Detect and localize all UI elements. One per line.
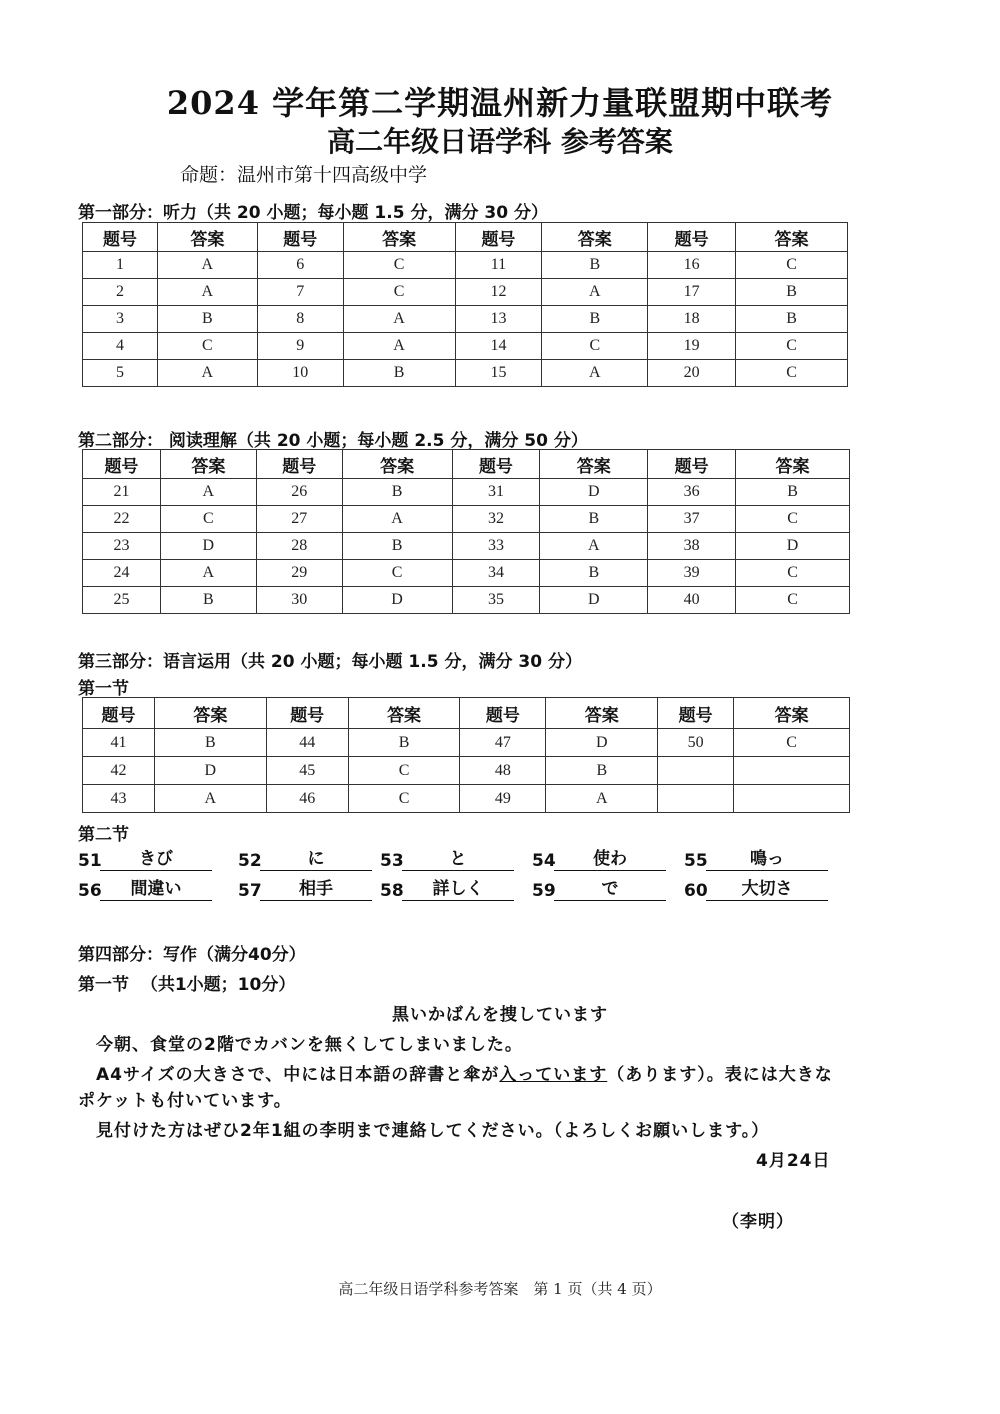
essay-line-2-start: A4サイズの大きさで、中には日本語の辞書と傘が	[96, 1065, 500, 1085]
answer-cell: A	[160, 479, 256, 506]
question-number-cell: 12	[455, 279, 542, 306]
answer-cell: C	[348, 785, 460, 813]
question-number-cell: 20	[648, 360, 736, 387]
column-header-answer: 答案	[343, 223, 455, 252]
essay-title: 黒いかばんを捜しています	[392, 1005, 608, 1025]
question-number-cell: 27	[256, 506, 342, 533]
column-header-question: 题号	[455, 223, 542, 252]
answer-cell: D	[160, 533, 256, 560]
column-header-question: 题号	[658, 698, 734, 729]
question-number-cell: 48	[460, 757, 546, 785]
essay-line-3: ポケットも付いています。	[78, 1091, 292, 1111]
column-header-question: 题号	[83, 223, 158, 252]
question-number-cell: 40	[648, 587, 736, 614]
question-number-cell: 49	[460, 785, 546, 813]
document-subtitle: 高二年级日语学科 参考答案	[327, 125, 673, 158]
question-number-cell: 41	[83, 729, 155, 757]
column-header-answer: 答案	[546, 698, 658, 729]
answer-cell: B	[343, 360, 455, 387]
question-number-cell: 11	[455, 252, 542, 279]
column-header-answer: 答案	[540, 450, 648, 479]
question-number-cell: 36	[648, 479, 736, 506]
part4-heading: 第四部分：写作（满分40分）	[78, 945, 306, 965]
answer-cell: C	[736, 333, 848, 360]
answer-cell: A	[342, 506, 452, 533]
question-number-cell: 38	[648, 533, 736, 560]
question-number-cell: 6	[257, 252, 343, 279]
essay-underlined-phrase: 入っています	[499, 1065, 608, 1085]
question-number-cell: 13	[455, 306, 542, 333]
column-header-question: 题号	[648, 450, 736, 479]
fill-question-number: 59	[532, 881, 556, 901]
table-row	[83, 479, 850, 506]
question-number-cell: 30	[256, 587, 342, 614]
answer-cell: D	[154, 757, 266, 785]
question-number-cell: 37	[648, 506, 736, 533]
answer-cell: B	[342, 533, 452, 560]
fill-question-number: 57	[238, 881, 262, 901]
answer-cell: C	[736, 560, 850, 587]
answer-cell: D	[736, 533, 850, 560]
question-number-cell: 22	[83, 506, 161, 533]
question-number-cell: 45	[266, 757, 348, 785]
answer-cell: C	[343, 279, 455, 306]
document-title: 2024 学年第二学期温州新力量联盟期中联考	[166, 84, 834, 122]
answer-cell: A	[157, 360, 257, 387]
fill-answer-item	[78, 878, 212, 901]
question-number-cell: 43	[83, 785, 155, 813]
question-number-cell: 2	[83, 279, 158, 306]
table-row	[83, 333, 848, 360]
answer-cell: D	[540, 479, 648, 506]
fill-question-number: 54	[532, 851, 556, 871]
question-number-cell: 19	[648, 333, 736, 360]
table-row	[83, 729, 850, 757]
question-number-cell: 25	[83, 587, 161, 614]
answer-cell: B	[348, 729, 460, 757]
question-number-cell: 18	[648, 306, 736, 333]
question-number-cell: 26	[256, 479, 342, 506]
column-header-answer: 答案	[157, 223, 257, 252]
table-row	[83, 533, 850, 560]
answer-cell: A	[540, 533, 648, 560]
question-number-cell: 9	[257, 333, 343, 360]
question-number-cell: 10	[257, 360, 343, 387]
fill-question-number: 53	[380, 851, 404, 871]
question-number-cell: 21	[83, 479, 161, 506]
column-header-question: 题号	[648, 223, 736, 252]
fill-answer-blank: 間違い	[100, 878, 212, 901]
fill-answer-item	[684, 878, 828, 901]
part2-heading: 第二部分： 阅读理解（共 20 小题；每小题 2.5 分，满分 50 分）	[78, 431, 588, 451]
fill-answer-item	[532, 878, 666, 901]
answer-cell: B	[342, 479, 452, 506]
table-header-row	[83, 698, 850, 729]
column-header-question: 题号	[266, 698, 348, 729]
answer-cell: B	[157, 306, 257, 333]
fill-question-number: 60	[684, 881, 708, 901]
answer-cell: C	[542, 333, 648, 360]
question-number-cell: 34	[452, 560, 540, 587]
question-number-cell: 50	[658, 729, 734, 757]
column-header-answer: 答案	[154, 698, 266, 729]
table-row	[83, 587, 850, 614]
column-header-question: 题号	[460, 698, 546, 729]
question-number-cell	[658, 757, 734, 785]
question-number-cell: 33	[452, 533, 540, 560]
fill-answer-item	[238, 878, 372, 901]
question-number-cell: 14	[455, 333, 542, 360]
question-number-cell: 35	[452, 587, 540, 614]
column-header-answer: 答案	[736, 223, 848, 252]
fill-answer-blank: 大切さ	[706, 878, 828, 901]
question-number-cell: 28	[256, 533, 342, 560]
fill-answer-blank: 相手	[260, 878, 372, 901]
column-header-question: 题号	[83, 450, 161, 479]
fill-answer-blank: 鳴っ	[706, 848, 828, 871]
fill-answer-item	[380, 878, 514, 901]
question-number-cell: 39	[648, 560, 736, 587]
answer-cell: A	[157, 252, 257, 279]
fill-question-number: 58	[380, 881, 404, 901]
fill-answer-blank: と	[402, 848, 514, 871]
answer-cell: D	[342, 587, 452, 614]
fill-answer-blank: で	[554, 878, 666, 901]
column-header-question: 题号	[256, 450, 342, 479]
answer-cell: B	[542, 306, 648, 333]
essay-line-1: 今朝、食堂の2階でカバンを無くしてしまいました。	[96, 1035, 523, 1055]
question-number-cell: 46	[266, 785, 348, 813]
table-row	[83, 785, 850, 813]
answer-cell: C	[734, 729, 850, 757]
essay-line-4: 見付けた方はぜひ2年1組の李明まで連絡してください。（よろしくお願いします。）	[96, 1121, 770, 1141]
column-header-answer: 答案	[734, 698, 850, 729]
answer-cell: A	[542, 360, 648, 387]
question-number-cell: 3	[83, 306, 158, 333]
column-header-question: 题号	[257, 223, 343, 252]
answer-cell: B	[736, 306, 848, 333]
column-header-question: 题号	[83, 698, 155, 729]
answer-cell: B	[540, 560, 648, 587]
answer-cell: C	[736, 506, 850, 533]
answer-cell: D	[546, 729, 658, 757]
fill-answer-item	[684, 848, 828, 871]
part1-heading: 第一部分：听力（共 20 小题；每小题 1.5 分，满分 30 分）	[78, 203, 548, 223]
part3-answer-table	[82, 697, 850, 813]
table-row	[83, 279, 848, 306]
fill-question-number: 55	[684, 851, 708, 871]
question-number-cell: 42	[83, 757, 155, 785]
answer-cell: A	[343, 306, 455, 333]
essay-signature: （李明）	[722, 1212, 794, 1232]
question-number-cell: 15	[455, 360, 542, 387]
part1-answer-table	[82, 222, 848, 387]
answer-cell: B	[546, 757, 658, 785]
question-number-cell: 23	[83, 533, 161, 560]
author-line: 命题：温州市第十四高级中学	[180, 164, 428, 186]
question-number-cell: 24	[83, 560, 161, 587]
answer-cell: A	[157, 279, 257, 306]
question-number-cell: 44	[266, 729, 348, 757]
question-number-cell: 17	[648, 279, 736, 306]
answer-cell: A	[160, 560, 256, 587]
table-header-row	[83, 450, 850, 479]
table-row	[83, 506, 850, 533]
answer-cell	[734, 785, 850, 813]
answer-cell: B	[154, 729, 266, 757]
column-header-answer: 答案	[348, 698, 460, 729]
answer-cell: B	[160, 587, 256, 614]
essay-date: 4月24日	[756, 1151, 831, 1171]
column-header-answer: 答案	[736, 450, 850, 479]
answer-cell: C	[736, 587, 850, 614]
part3-section2-label: 第二节	[78, 825, 129, 845]
answer-cell	[734, 757, 850, 785]
table-row	[83, 306, 848, 333]
answer-cell: A	[546, 785, 658, 813]
fill-answer-item	[78, 848, 212, 871]
essay-line-2-end: （あります）。表には大きな	[607, 1065, 833, 1085]
fill-question-number: 51	[78, 851, 102, 871]
answer-cell: C	[736, 360, 848, 387]
answer-cell: C	[342, 560, 452, 587]
answer-cell: B	[736, 279, 848, 306]
answer-cell: B	[540, 506, 648, 533]
table-row	[83, 560, 850, 587]
column-header-answer: 答案	[160, 450, 256, 479]
fill-question-number: 56	[78, 881, 102, 901]
part3-heading: 第三部分：语言运用（共 20 小题；每小题 1.5 分，满分 30 分）	[78, 652, 582, 672]
question-number-cell	[658, 785, 734, 813]
fill-answer-blank: 使わ	[554, 848, 666, 871]
question-number-cell: 5	[83, 360, 158, 387]
answer-cell: C	[343, 252, 455, 279]
essay-line-2	[96, 1060, 833, 1085]
fill-answer-blank: 詳しく	[402, 878, 514, 901]
fill-answer-blank: きび	[100, 848, 212, 871]
fill-question-number: 52	[238, 851, 262, 871]
table-row	[83, 252, 848, 279]
question-number-cell: 7	[257, 279, 343, 306]
part4-section1-label: 第一节 （共1小题；10分）	[78, 975, 296, 995]
answer-cell: D	[540, 587, 648, 614]
answer-cell: A	[343, 333, 455, 360]
page-footer: 高二年级日语学科参考答案 第 1 页（共 4 页）	[338, 1280, 662, 1298]
fill-answer-item	[238, 848, 372, 871]
question-number-cell: 8	[257, 306, 343, 333]
question-number-cell: 31	[452, 479, 540, 506]
question-number-cell: 16	[648, 252, 736, 279]
answer-cell: C	[736, 252, 848, 279]
answer-cell: A	[154, 785, 266, 813]
fill-answer-item	[380, 848, 514, 871]
answer-cell: B	[542, 252, 648, 279]
table-row	[83, 757, 850, 785]
table-header-row	[83, 223, 848, 252]
answer-cell: C	[160, 506, 256, 533]
question-number-cell: 29	[256, 560, 342, 587]
fill-answer-blank: に	[260, 848, 372, 871]
column-header-answer: 答案	[342, 450, 452, 479]
question-number-cell: 4	[83, 333, 158, 360]
column-header-answer: 答案	[542, 223, 648, 252]
part2-answer-table	[82, 449, 850, 614]
table-row	[83, 360, 848, 387]
answer-cell: C	[157, 333, 257, 360]
column-header-question: 题号	[452, 450, 540, 479]
answer-cell: C	[348, 757, 460, 785]
question-number-cell: 1	[83, 252, 158, 279]
answer-cell: B	[736, 479, 850, 506]
part3-section1-label: 第一节	[78, 679, 129, 699]
question-number-cell: 32	[452, 506, 540, 533]
fill-answer-item	[532, 848, 666, 871]
answer-cell: A	[542, 279, 648, 306]
question-number-cell: 47	[460, 729, 546, 757]
